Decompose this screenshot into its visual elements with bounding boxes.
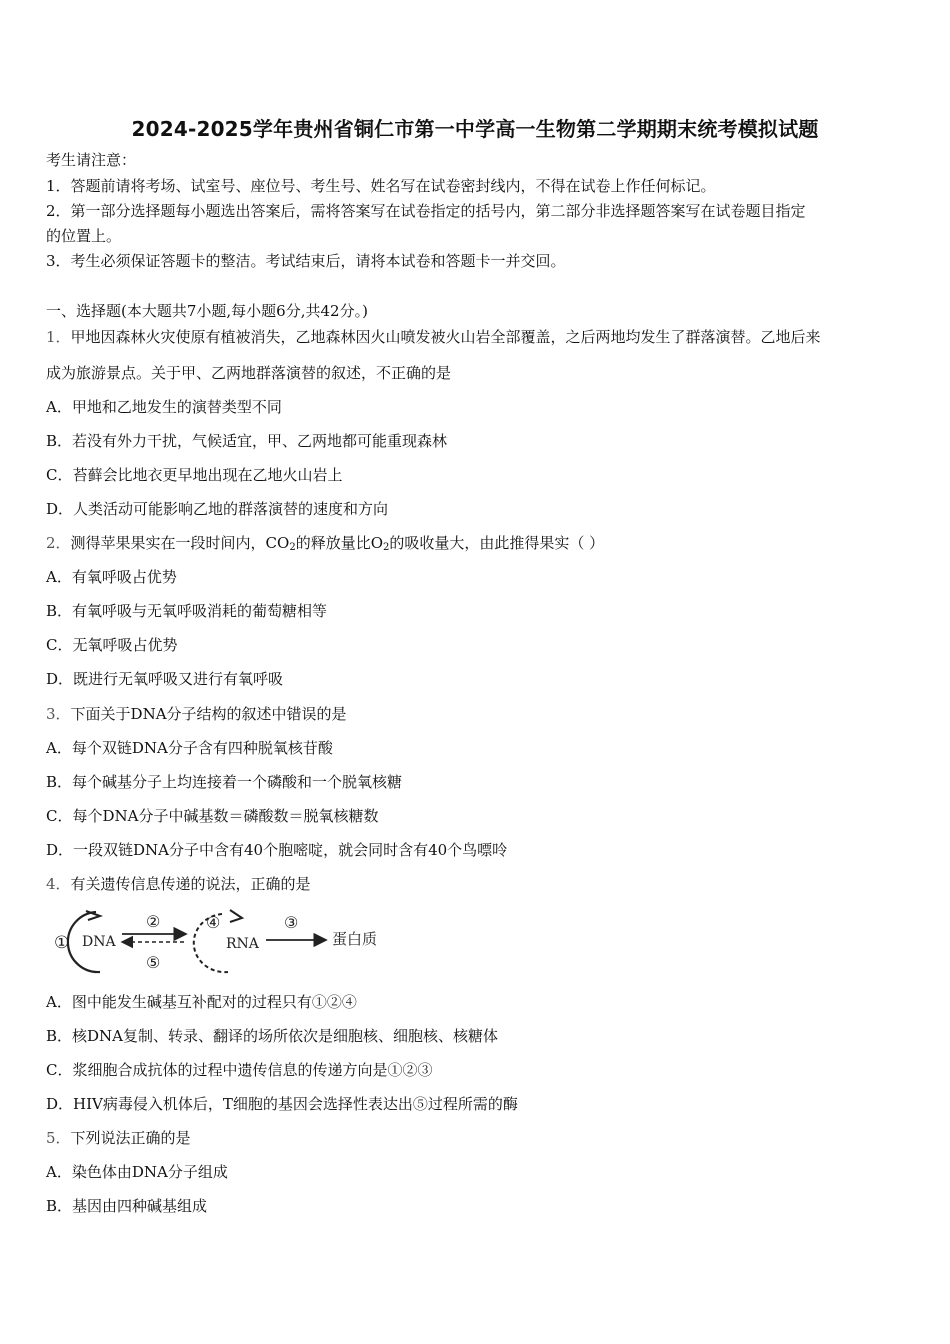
notice-item: 1．答题前请将考场、试室号、座位号、考生号、姓名写在试卷密封线内，不得在试卷上作任何标记。 bbox=[46, 177, 716, 195]
notice-item: 3．考生必须保证答题卡的整洁。考试结束后，请将本试卷和答题卡一并交回。 bbox=[46, 252, 566, 270]
label-reverse-transcription: ⑤ bbox=[146, 953, 161, 972]
question-2-option-a: A．有氧呼吸占优势 bbox=[46, 568, 177, 586]
question-text: 有关遗传信息传递的说法，正确的是 bbox=[70, 875, 311, 893]
question-text: 下面关于DNA分子结构的叙述中错误的是 bbox=[70, 705, 347, 723]
question-3-option-d: D．一段双链DNA分子中含有40个胞嘧啶，就会同时含有40个鸟嘌呤 bbox=[46, 841, 508, 859]
section-heading: 一、选择题(本大题共7小题,每小题6分,共42分。) bbox=[46, 302, 368, 320]
label-protein: 蛋白质 bbox=[332, 930, 378, 948]
question-4-option-b: B．核DNA复制、转录、翻译的场所依次是细胞核、细胞核、核糖体 bbox=[46, 1027, 499, 1045]
question-1-option-b: B．若没有外力干扰，气候适宜，甲、乙两地都可能重现森林 bbox=[46, 432, 448, 450]
central-dogma-diagram bbox=[46, 906, 396, 978]
label-dna: DNA bbox=[82, 934, 116, 950]
question-2-option-c: C．无氧呼吸占优势 bbox=[46, 636, 178, 654]
question-number: 5． bbox=[46, 1129, 71, 1147]
question-3-option-c: C．每个DNA分子中碱基数＝磷酸数＝脱氧核糖数 bbox=[46, 807, 379, 825]
question-1-stem-cont: 成为旅游景点。关于甲、乙两地群落演替的叙述，不正确的是 bbox=[46, 364, 452, 382]
notice-heading: 考生请注意： bbox=[46, 151, 137, 169]
question-3-stem bbox=[46, 704, 347, 724]
question-3-option-a: A．每个双链DNA分子含有四种脱氧核苷酸 bbox=[46, 739, 333, 757]
question-5-option-a: A．染色体由DNA分子组成 bbox=[46, 1163, 228, 1181]
subscript: 2 bbox=[383, 542, 390, 553]
notice-item: 的位置上。 bbox=[46, 227, 122, 245]
question-text-part: 的吸收量大，由此推得果实（ ） bbox=[389, 534, 605, 552]
label-rna-replication: ④ bbox=[206, 913, 221, 932]
question-text: 甲地因森林火灾使原有植被消失，乙地森林因火山喷发被火山岩全部覆盖，之后两地均发生了群落演替。乙地后来 bbox=[70, 328, 821, 346]
question-4-stem bbox=[46, 874, 311, 894]
question-5-stem bbox=[46, 1128, 191, 1148]
question-4-option-a: A．图中能发生碱基互补配对的过程只有①②④ bbox=[46, 993, 357, 1011]
question-1-stem bbox=[46, 327, 821, 347]
question-2-option-b: B．有氧呼吸与无氧呼吸消耗的葡萄糖相等 bbox=[46, 602, 328, 620]
label-rna: RNA bbox=[226, 936, 259, 952]
label-replication: ① bbox=[54, 933, 70, 953]
question-1-option-d: D．人类活动可能影响乙地的群落演替的速度和方向 bbox=[46, 500, 389, 518]
question-4-option-d: D．HIV病毒侵入机体后，T细胞的基因会选择性表达出⑤过程所需的酶 bbox=[46, 1095, 518, 1113]
question-number: 1． bbox=[46, 328, 71, 346]
question-4-option-c: C．浆细胞合成抗体的过程中遗传信息的传递方向是①②③ bbox=[46, 1061, 433, 1079]
question-number: 3． bbox=[46, 705, 71, 723]
notice-item: 2．第一部分选择题每小题选出答案后，需将答案写在试卷指定的括号内，第二部分非选择题答案写在试卷题目指定 bbox=[46, 202, 806, 220]
question-1-option-a: A．甲地和乙地发生的演替类型不同 bbox=[46, 398, 282, 416]
label-translation: ③ bbox=[284, 913, 299, 932]
question-5-option-b: B．基因由四种碱基组成 bbox=[46, 1197, 208, 1215]
question-text-part: 测得苹果果实在一段时间内，CO bbox=[70, 534, 290, 552]
label-transcription: ② bbox=[146, 912, 161, 931]
question-text: 下列说法正确的是 bbox=[70, 1129, 191, 1147]
question-2-stem bbox=[46, 533, 604, 558]
page-title: 2024-2025学年贵州省铜仁市第一中学高一生物第二学期期末统考模拟试题 bbox=[131, 117, 819, 141]
question-3-option-b: B．每个碱基分子上均连接着一个磷酸和一个脱氧核糖 bbox=[46, 773, 403, 791]
question-2-option-d: D．既进行无氧呼吸又进行有氧呼吸 bbox=[46, 670, 284, 688]
question-number: 4． bbox=[46, 875, 71, 893]
question-text-part: 的释放量比O bbox=[295, 534, 384, 552]
question-number: 2． bbox=[46, 534, 71, 552]
question-1-option-c: C．苔藓会比地衣更早地出现在乙地火山岩上 bbox=[46, 466, 343, 484]
subscript: 2 bbox=[289, 542, 296, 553]
